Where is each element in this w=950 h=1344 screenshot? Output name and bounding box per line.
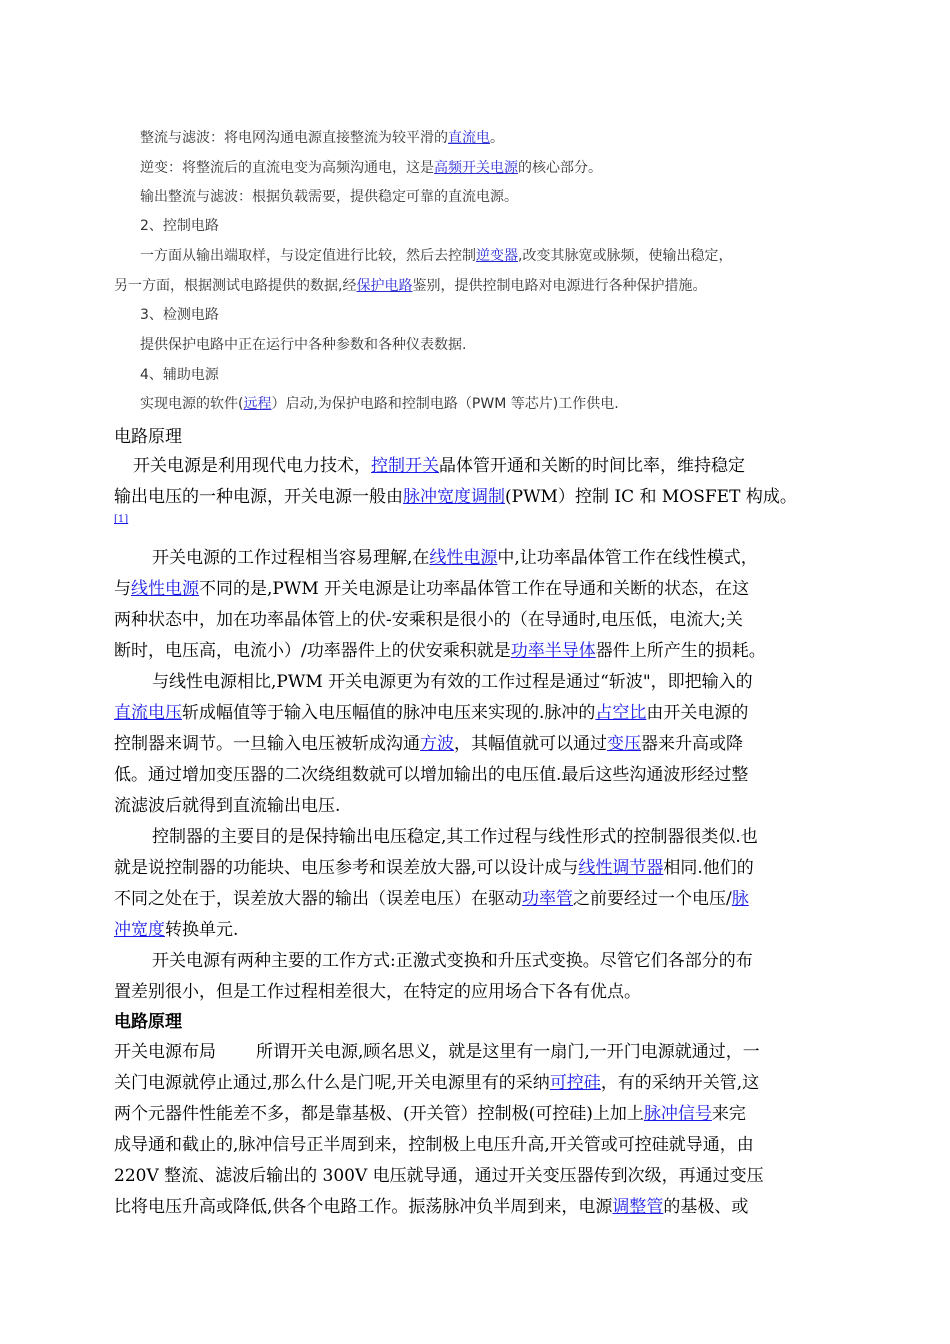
p2-line-4 xyxy=(114,636,766,661)
text: 斩成幅值等于输入电压幅值的脉冲电压来实现的.脉冲的 xyxy=(182,703,596,723)
link-dc-voltage[interactable]: 直流电压 xyxy=(114,703,182,723)
text: 由开关电源的 xyxy=(646,703,749,723)
text: 的基极、或 xyxy=(663,1197,749,1217)
link-linear-power[interactable]: 线性电源 xyxy=(131,579,199,599)
p4-line-2 xyxy=(114,853,754,878)
text: 不同之处在于，误差放大器的输出（误差电压）在驱动 xyxy=(114,889,522,909)
text: ,改变其脉宽或脉频，使输出稳定， xyxy=(518,248,733,264)
link-square-wave[interactable]: 方波 xyxy=(420,734,454,754)
link-thyristor[interactable]: 可控硅 xyxy=(549,1073,601,1093)
intro-line-control-2 xyxy=(114,275,706,295)
p1-line-2 xyxy=(114,482,797,507)
section-title-circuit-principle-bold: 电路原理 xyxy=(114,1012,182,1032)
link-remote[interactable]: 远程 xyxy=(243,396,272,412)
p2-line-3: 两种状态中，加在功率晶体管上的伏-安乘积是很小的（在导通时,电压低，电流大;关 xyxy=(114,610,743,630)
s2-line-1 xyxy=(114,1037,760,1062)
text: 转换单元. xyxy=(165,920,239,940)
text: 比将电压升高或降低,供各个电路工作。振荡脉冲负半周到来，电源 xyxy=(114,1197,613,1217)
intro-line-aux xyxy=(140,393,619,413)
intro-line-output xyxy=(140,186,518,206)
p4-line-1: 控制器的主要目的是保持输出电压稳定,其工作过程与线性形式的控制器很类似.也 xyxy=(152,827,758,847)
text: 所谓开关电源,顾名思义，就是这里有一扇门,一开门电源就通过，一 xyxy=(256,1042,760,1062)
section-title-circuit-principle: 电路原理 xyxy=(114,427,182,447)
text: (PWM）控制 IC 和 MOSFET 构成。 xyxy=(505,487,797,507)
p2-line-1 xyxy=(152,543,758,568)
p3-line-3 xyxy=(114,729,743,754)
text: 之前要经过一个电压/ xyxy=(573,889,732,909)
link-protection-circuit[interactable]: 保护电路 xyxy=(356,278,413,294)
intro-line-control-1 xyxy=(140,245,732,265)
text: 开关电源是利用现代电力技术， xyxy=(133,456,371,476)
text: 器件上所产生的损耗。 xyxy=(595,641,766,661)
text: 相同.他们的 xyxy=(663,858,754,878)
text: ）启动,为保护电路和控制电路（PWM 等芯片)工作供电. xyxy=(271,396,619,412)
s2-line-2 xyxy=(114,1068,759,1093)
text: 输出电压的一种电源，开关电源一般由 xyxy=(114,487,403,507)
text: 不同的是,PWM 开关电源是让功率晶体管工作在导通和关断的状态，在这 xyxy=(199,579,750,599)
intro-heading-aux: 4、辅助电源 xyxy=(140,367,219,383)
text: 断时，电压高，电流小）/功率器件上的伏安乘积就是 xyxy=(114,641,511,661)
text: 的核心部分。 xyxy=(518,160,602,176)
p5-line-2: 置差别很小，但是工作过程相差很大，在特定的应用场合下各有优点。 xyxy=(114,982,641,1002)
p3-line-2 xyxy=(114,698,748,723)
p3-line-4: 低。通过增加变压器的二次绕组数就可以增加输出的电压值.最后这些沟通波形经过整 xyxy=(114,765,749,785)
link-pwm[interactable]: 脉冲宽度调制 xyxy=(403,487,505,507)
link-linear-power[interactable]: 线性电源 xyxy=(429,548,498,568)
text: 与 xyxy=(114,579,131,599)
intro-line-rectify xyxy=(140,127,504,147)
text: 。 xyxy=(490,130,504,146)
text: 控制器来调节。一旦输入电压被斩成沟通 xyxy=(114,734,420,754)
p3-line-1: 与线性电源相比,PWM 开关电源更为有效的工作过程是通过“斩波"，即把输入的 xyxy=(152,672,753,692)
text: 输出整流与滤波：根据负载需要，提供稳定可靠的直流电源。 xyxy=(140,189,518,205)
link-control-switch[interactable]: 控制开关 xyxy=(371,456,439,476)
text: 开关电源的工作过程相当容易理解,在 xyxy=(152,548,430,568)
text: 中,让功率晶体管工作在线性模式， xyxy=(497,548,758,568)
text: ，其幅值就可以通过 xyxy=(454,734,607,754)
link-regulator-tube[interactable]: 调整管 xyxy=(612,1197,664,1217)
p3-line-5: 流滤波后就得到直流输出电压. xyxy=(114,796,341,816)
p4-line-4 xyxy=(114,915,238,940)
intro-heading-control: 2、控制电路 xyxy=(140,218,219,234)
s2-line-6 xyxy=(114,1192,748,1217)
link-inverter[interactable]: 逆变器 xyxy=(476,248,518,264)
s2-line-5: 220V 整流、滤波后输出的 300V 电压就导通，通过开关变压器传到次级，再通过变压 xyxy=(114,1166,764,1186)
text: 鉴别，提供控制电路对电源进行各种保护措施。 xyxy=(412,278,707,294)
reference-link[interactable]: [1] xyxy=(114,514,129,525)
text: 器来升高或降 xyxy=(641,734,743,754)
p2-line-2 xyxy=(114,574,749,599)
link-pulse-width[interactable]: 脉 xyxy=(731,889,749,909)
intro-heading-detect: 3、检测电路 xyxy=(140,307,219,323)
text: 开关电源布局 xyxy=(114,1042,216,1062)
text: 整流与滤波：将电网沟通电源直接整流为较平滑的 xyxy=(140,130,448,146)
text: 一方面从输出端取样，与设定值进行比较，然后去控制 xyxy=(140,248,476,264)
p1-line-1 xyxy=(133,451,745,476)
text: 关门电源就停止通过,那么什么是门呢,开关电源里有的采纳 xyxy=(114,1073,550,1093)
s2-line-3 xyxy=(114,1099,746,1124)
link-dc[interactable]: 直流电 xyxy=(448,130,490,146)
link-power-tube[interactable]: 功率管 xyxy=(522,889,573,909)
intro-line-detect xyxy=(140,334,466,354)
link-pulse-width[interactable]: 冲宽度 xyxy=(114,920,165,940)
text: 晶体管开通和关断的时间比率，维持稳定 xyxy=(439,456,745,476)
intro-line-inverter xyxy=(140,157,602,177)
text: 两个元器件性能差不多，都是靠基极、(开关管）控制极(可控硅)上加上 xyxy=(114,1104,644,1124)
text: 提供保护电路中正在运行中各种参数和各种仪表数据. xyxy=(140,337,467,353)
s2-line-4: 成导通和截止的,脉冲信号正半周到来，控制极上电压升高,开关管或可控硅就导通，由 xyxy=(114,1135,754,1155)
link-power-semiconductor[interactable]: 功率半导体 xyxy=(510,641,596,661)
text: 逆变：将整流后的直流电变为高频沟通电，这是 xyxy=(140,160,434,176)
link-transformer[interactable]: 变压 xyxy=(607,734,641,754)
text: 来完 xyxy=(711,1104,746,1124)
text: ，有的采纳开关管,这 xyxy=(600,1073,760,1093)
link-pulse-signal[interactable]: 脉冲信号 xyxy=(643,1104,712,1124)
link-linear-regulator[interactable]: 线性调节器 xyxy=(578,858,664,878)
text: 就是说控制器的功能块、电压参考和误差放大器,可以设计成与 xyxy=(114,858,579,878)
p4-line-3 xyxy=(114,884,749,909)
text: 实现电源的软件( xyxy=(140,396,244,412)
link-hf-switch-power[interactable]: 高频开关电源 xyxy=(434,160,518,176)
text: 另一方面，根据测试电路提供的数据,经 xyxy=(114,278,357,294)
link-duty-cycle[interactable]: 占空比 xyxy=(595,703,647,723)
p5-line-1: 开关电源有两种主要的工作方式:正激式变换和升压式变换。尽管它们各部分的布 xyxy=(152,951,753,971)
